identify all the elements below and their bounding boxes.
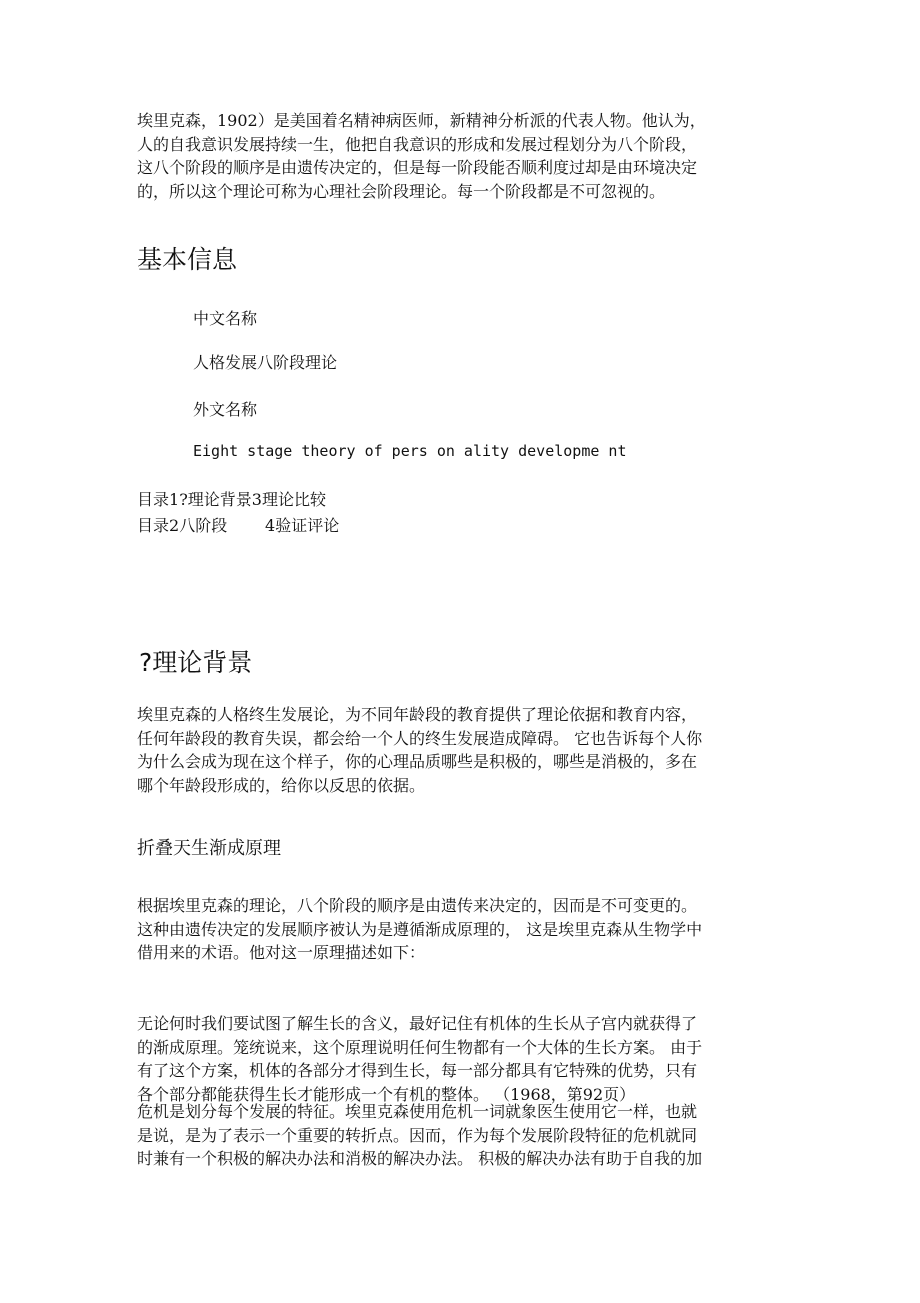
cn-name-label: 中文名称 (193, 309, 258, 328)
toc-row (137, 487, 326, 510)
cn-name-value: 人格发展八阶段理论 (193, 353, 338, 372)
crisis-line: 是说，是为了表示一个重要的转折点。因而，作为每个发展阶段特征的危机就同 (137, 1125, 698, 1145)
toc-link-theory-comparison[interactable]: 3理论比较 (251, 490, 326, 509)
background-paragraph (137, 703, 702, 797)
toc-label: 目录 (137, 516, 170, 535)
toc-row (137, 513, 339, 536)
quote-line: 有了这个方案，机体的各部分才得到生长，每一部分都具有它特殊的优势，只有 (137, 1061, 698, 1080)
toc-link-theory-background[interactable]: 1?理论背景 (169, 490, 252, 509)
crisis-line: 时兼有一个积极的解决办法和消极的解决办法。 积极的解决办法有助于自我的加 (137, 1149, 703, 1168)
epigenetic-line: 根据埃里克森的理论，八个阶段的顺序是由遗传来决定的，因而是不可变更的。 (137, 896, 698, 915)
toc-link-verification-review[interactable]: 4验证评论 (265, 516, 340, 535)
background-line: 任何年龄段的教育失误，都会给一个人的终生发展造成障碍。 它也告诉每个人你 (137, 728, 703, 748)
intro-line: 埃里克森，1902）是美国着名精神病医师，新精神分析派的代表人物。他认为， (137, 111, 706, 130)
epigenetic-paragraph-1 (137, 894, 702, 965)
toc-link-eight-stages[interactable]: 2八阶段 (169, 516, 228, 535)
theory-background-heading: ?理论背景 (139, 648, 253, 677)
intro-paragraph (137, 109, 706, 203)
epigenetic-line: 借用来的术语。他对这一原理描述如下： (137, 943, 426, 962)
en-name-value: Eight stage theory of pers on ality developme nt (193, 442, 627, 460)
quote-line: 各个部分都能获得生长才能形成一个有机的整体。 （1968，第92页） (137, 1084, 636, 1104)
background-line: 埃里克森的人格终生发展论，为不同年龄段的教育提供了理论依据和教育内容， (137, 705, 698, 724)
epigenetic-quote-paragraph (137, 1012, 702, 1106)
crisis-line: 危机是划分每个发展的特征。埃里克森使用危机一词就象医生使用它一样，也就 (137, 1102, 698, 1121)
intro-line: 人的自我意识发展持续一生，他把自我意识的形成和发展过程划分为八个阶段， (137, 134, 698, 154)
intro-line: 的，所以这个理论可称为心理社会阶段理论。每一个阶段都是不可忽视的。 (137, 181, 666, 201)
basic-info-heading: 基本信息 (137, 245, 238, 274)
quote-line: 无论何时我们要试图了解生长的含义，最好记住有机体的生长从子宫内就获得了 (137, 1014, 698, 1033)
epigenetic-heading: 折叠天生渐成原理 (137, 838, 281, 859)
quote-line: 的渐成原理。笼统说来，这个原理说明任何生物都有一个大体的生长方案。 由于 (137, 1037, 703, 1057)
en-name-label: 外文名称 (193, 400, 258, 419)
epigenetic-line: 这种由遗传决定的发展顺序被认为是遵循渐成原理的， 这是埃里克森从生物学中 (137, 919, 703, 939)
background-line: 为什么会成为现在这个样子，你的心理品质哪些是积极的，哪些是消极的，多在 (137, 752, 698, 771)
background-line: 哪个年龄段形成的，给你以反思的依据。 (137, 775, 426, 795)
intro-line: 这八个阶段的顺序是由遗传决定的，但是每一阶段能否顺利度过却是由环境决定 (137, 158, 698, 177)
crisis-paragraph (137, 1100, 702, 1171)
toc-label: 目录 (137, 490, 170, 509)
